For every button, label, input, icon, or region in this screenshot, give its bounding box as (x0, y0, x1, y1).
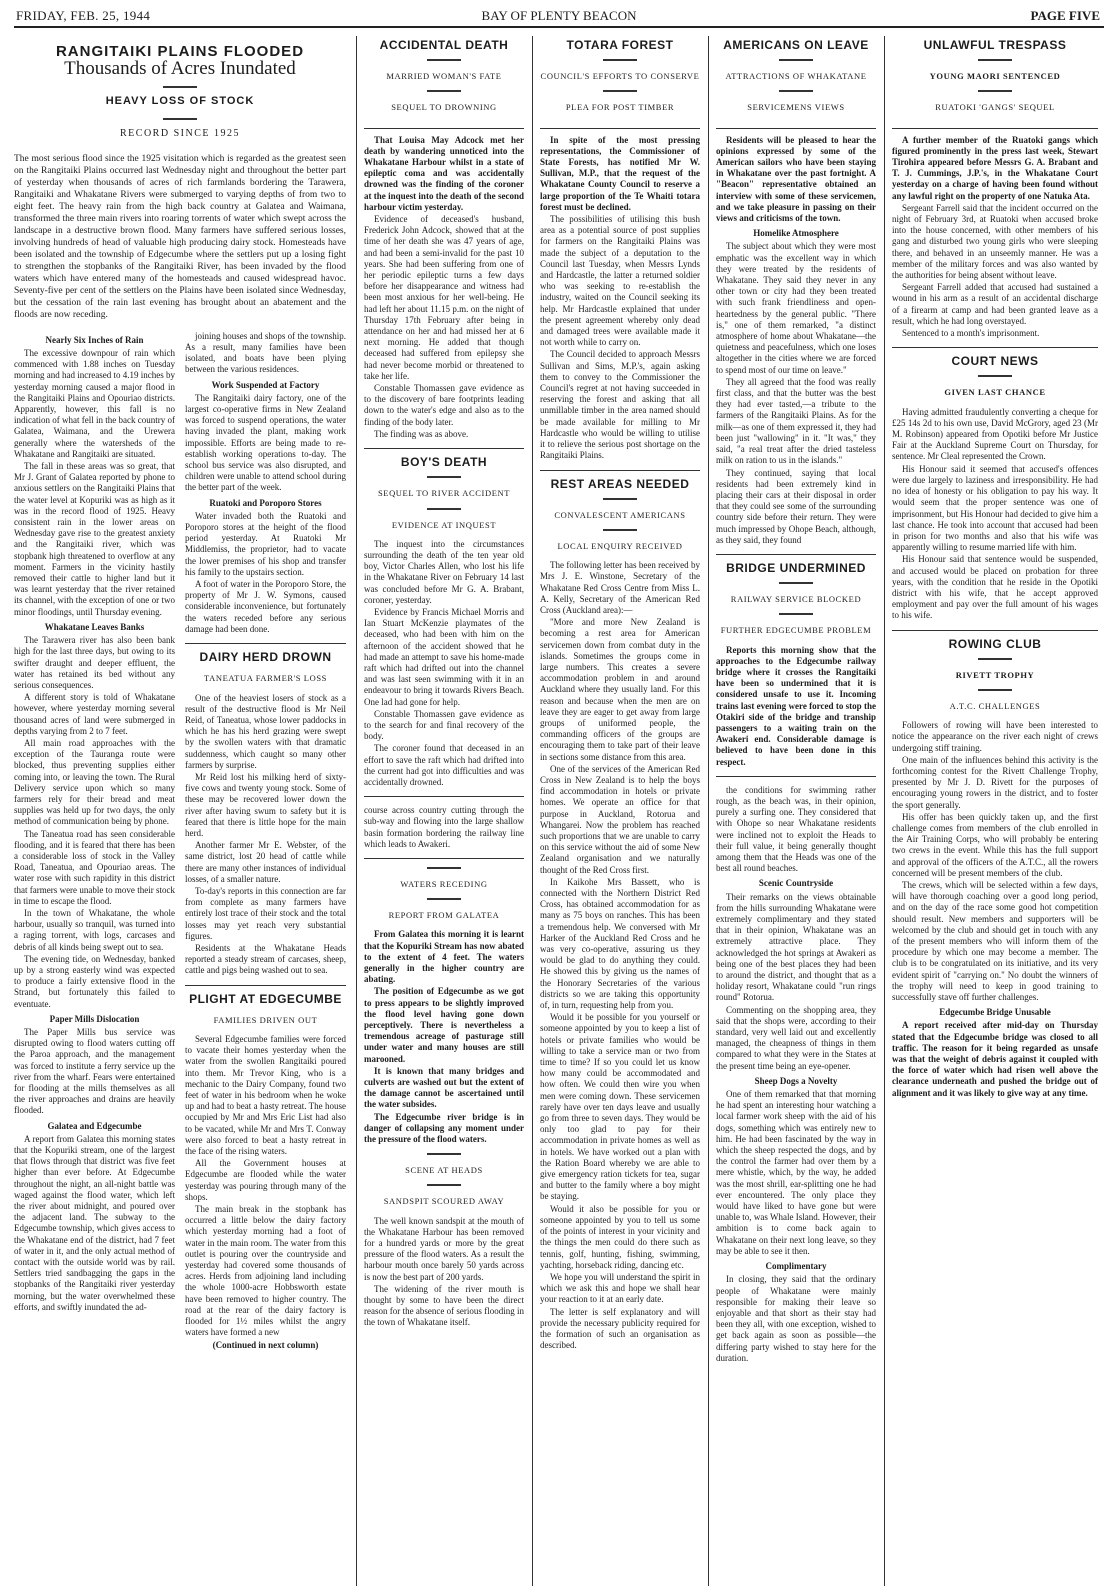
bridge-sub2: FURTHER EDGECUMBE PROBLEM (720, 625, 872, 636)
divider (779, 582, 813, 584)
paragraph: His Honour said that sentence would be suspended, and accused would be placed on probation for three years, with the condition that he reside in the Opotiki district with his wife, that he accept approved employment and pay over the full amount of his wages to his wife. (892, 554, 1098, 621)
edgecumbe-bridge-subhead: Edgecumbe Bridge Unusable (939, 1007, 1051, 1018)
totara-body (540, 214, 700, 461)
paragraph: The Taneatua road has seen considerable flooding, and it is feared that there has been a considerable loss of stock in the Valley Road, Taneatua, and Opouriao areas. The water rose with such rapidity in this district that farmers were unable to move their stock in time to escape the flood. (14, 828, 175, 906)
section-rule (185, 643, 346, 644)
section-rule (364, 858, 524, 859)
flood-left-column (14, 331, 175, 1352)
paragraph: Evidence by Francis Michael Morris and Ian Stuart McKenzie playmates of the deceased, who had been with him on the afternoon of the accident showed that he had made an attempt to save his home-made raft which had drifted out into the channel and was last seen swimming with it in an endeavour to bring it towards Rivers Beach. One lad had gone for help. (364, 606, 524, 707)
bridge-lead: Reports this morning show that the approaches to the Edgecumbe railway bridge where it crosses the Rangitaiki have been so undermined that it is considered unsafe to use it. Incoming trains last evening were forced to stop the Otakiri side of the bridge and tranship passengers to a waiting train on the Awakeri end. Considerable damage is believed to have been done in this respect. (716, 644, 876, 767)
rest-areas-sub1: CONVALESCENT AMERICANS (554, 509, 686, 520)
deck: FAMILIES DRIVEN OUT (213, 1014, 318, 1025)
paragraph: Would it be possible for you yourself or someone appointed by you to keep a list of hotels or private families who would be willing to take a service man or two from time to time? If so you could let us know how many could be accommodated and how often. We could then wire you when men were coming down. These servicemen rarely have over ten days leave and usually go from three to seven days. They would be only too glad to pay for their accommodation in private homes as well as in hotels. We have worked out a plan with the Ration Board whereby we are able to give emergency ration tickets for tea, sugar and butter to the family where a boy might be staying. (540, 1012, 700, 1202)
paragraph: The Edgecumbe river bridge is in danger of collapsing any moment under the pressure of the flood waters. (364, 1111, 524, 1145)
trespass-sub1: YOUNG MAORI SENTENCED (929, 71, 1061, 82)
headline: PLIGHT AT EDGECUMBE (189, 991, 342, 1006)
paragraph: the conditions for swimming rather rough, as the beach was, in their opinion, purely a surfing one. They considered that with Ohope so near Whakatane residents were inclined not to exploit the Heads to their full value, it being generally thought among them that the Heads was one of the best all round beaches. (716, 784, 876, 874)
trespass-sub2: RUATOKI 'GANGS' SEQUEL (935, 102, 1055, 113)
accidental-death-headline: ACCIDENTAL DEATH (379, 38, 509, 52)
paragraph: The inquest into the circumstances surrounding the death of the ten year old boy, Victor Charles Allen, who lost his life in the Whakatane River on February 14 last was concluded before Mr G. A. Brabant, coroner, yesterday. (364, 538, 524, 605)
headline: DAIRY HERD DROWN (199, 650, 332, 665)
column-6 (892, 36, 1098, 1586)
column-5 (716, 36, 876, 1586)
section-rule (540, 470, 700, 471)
trespass-head (892, 40, 1098, 129)
accidental-death-sub2: SEQUEL TO DROWNING (391, 102, 497, 113)
scene-heads-sub: SANDSPIT SCOURED AWAY (383, 1196, 505, 1207)
boys-death-headline: BOY'S DEATH (400, 455, 488, 470)
paragraph: The well known sandspit at the mouth of the Whakatane Harbour has been removed for a hundred yards or more by the great pressure of the flood waters. As a result the harbour mouth once barely 50 yards across is now the best part of 200 yards. (364, 1215, 524, 1282)
divider (427, 1153, 461, 1155)
divider (163, 86, 197, 88)
paragraph: The Council decided to approach Messrs Sullivan and Sims, M.P.'s, again asking them to convey to the Commissioner the Council's regret at not having succeeded in reserving the forest and asking that all unmillable timber in the area named should be made available for milling to Mr Hardcastle who would be willing to utilise it to relieve the serious post shortage on the Rangitaiki Plains. (540, 349, 700, 461)
paragraph: The Paper Mills bus service was disrupted owing to flood waters cutting off the Paroa approach, and the management was forced to institute a ferry service up the river from the wharf. Fears were entertained for flooding at the mills themselves as all the river approaches and drains are heavily flooded. (14, 1027, 175, 1116)
paragraph: Sergeant Farrell added that accused had sustained a wound in his arm as a result of an accidental discharge of a firearm at camp and had been granted leave as a result, which he had long overstayed. (892, 282, 1098, 326)
divider (427, 898, 461, 900)
paragraph: Having admitted fraudulently converting a cheque for £25 14s 2d to his own use, David McGrory, aged 23 (Mr M. Robinson) appeared from Opotiki before Mr Justice Fair at the Auckland Supreme Court on Thursday, for sentence. Mr Cleal represented the Crown. (892, 406, 1098, 462)
column-rule (532, 36, 533, 1586)
edgecumbe-bridge-paragraph: A report received after mid-day on Thursday stated that the Edgecumbe bridge was closed to all traffic. The reason for it being regarded as unsafe was that the weight of debris against it coupled with the force of water which had risen well above the clearance underneath and pushed the bridge out of alignment and it was likely to give way at any time. (892, 1020, 1098, 1098)
divider (978, 90, 1012, 92)
section-rule (185, 985, 346, 986)
paragraph: The crews, which will be selected within a few days, will have thorough coaching over a good long period, and on the day of the race some good hot competition should result. New members and supporters will be welcomed by the club and should get in touch with any of the present members who will inform them of the procedure by which one may become a member. The club is to be congratulated on its initiative, and its very evident spirit of "carrying on." No doubt the winners of the trophy will need to keep in good training to successfully stave off further challenges. (892, 879, 1098, 1003)
divider (603, 59, 637, 61)
rest-areas-sub2: LOCAL ENQUIRY RECEIVED (557, 540, 683, 551)
paragraph: Constable Thomassen gave evidence as to the search for and final recovery of the body. (364, 708, 524, 742)
americans-sub2: SERVICEMENS VIEWS (747, 102, 845, 113)
flood-right-column (185, 331, 346, 1352)
americans-lead: Residents will be pleased to hear the opinions expressed by some of the American sailors who have been staying in Whakatane over the past fortnight. A "Beacon" representative obtained an interview with some of these servicemen, and we take pleasure in passing on their views and criticisms of the town. (716, 134, 876, 224)
flood-subhead: Thousands of Acres Inundated (64, 58, 296, 80)
totara-head (540, 40, 700, 129)
subheading: Whakatane Leaves Banks (44, 621, 145, 632)
totara-lead: In spite of the most pressing representations, the Commissioner of State Forests, has notified Mr W. Sullivan, M.P., that the request of the Whakatane County Council to reserve a large proportion of the Te Whaiti totara forest must be declined. (540, 134, 700, 212)
subheading: Galatea and Edgecumbe (47, 1120, 142, 1131)
newspaper-name: BAY OF PLENTY BEACON (481, 8, 637, 23)
totara-headline: TOTARA FOREST (566, 38, 674, 52)
paragraph: In the town of Whakatane, the whole harbour, usually so tranquil, was turned into a raging torrent, with logs, carcases and debris of all kinds being swept out to sea. (14, 907, 175, 952)
court-news-headline: COURT NEWS (951, 354, 1039, 369)
paragraph: The possibilities of utilising this bush area as a potential source of post supplies for farmers on the Rangitaiki Plains was made the subject of a deputation to the Council last Tuesday, when Messrs Lynds and Hardcastle, the latter a returned soldier who was seeking to re-establish the industry, waited on the Council seeking its help. Mr Hardcastle explained that under the present agreement whereby only dead and damaged trees were available made it not worth while to carry on. (540, 214, 700, 348)
section-rule (716, 554, 876, 555)
divider (427, 476, 461, 478)
paragraph: We hope you will understand the spirit in which we ask this and hope we shall hear your reaction to it at an early date. (540, 1271, 700, 1305)
accidental-death-lead: That Louisa May Adcock met her death by wandering unnoticed into the Whakatane Harbour whilst in a state of epileptic coma and was accidentally drowned was the finding of the coroner at the inquest into the death of the second harbour victim yesterday. (364, 134, 524, 212)
column-rule (356, 36, 357, 1586)
section-rule (364, 796, 524, 797)
paragraph: The Tarawera river has also been bank high for the last three days, but owing to its swifter draught and deeper effluent, the water has retained its bed without any serious consequences. (14, 635, 175, 690)
continuation-note: (Continued in next column) (212, 1340, 319, 1351)
rowing-body (892, 720, 1098, 1003)
rowing-sub2: A.T.C. CHALLENGES (949, 700, 1041, 711)
paragraph: Evidence of deceased's husband, Frederick John Adcock, showed that at the time of her death she was 47 years of age, and had been a semi-invalid for the past 10 years. She had been suffering from one of her periodic epileptic turns a few days before her disappearance and witness had been most anxious for her well-being. He had left her about 11.15 p.m. on the night of Thursday 17th February after being in attendance on her and had missed her at 6 next morning. He added that though deceased had suffered from epilepsy she had never become morbid or threatened to take her life. (364, 214, 524, 381)
issue-date: FRIDAY, FEB. 25, 1944 (16, 8, 151, 23)
page-number: PAGE FIVE (1030, 8, 1100, 23)
divider (978, 689, 1012, 691)
divider (978, 59, 1012, 61)
subheading: Ruatoki and Poroporo Stores (209, 497, 322, 508)
americans-continued (716, 785, 876, 1364)
court-news-sub: GIVEN LAST CHANCE (944, 387, 1046, 398)
paragraph: Constable Thomassen gave evidence as to the discovery of bare footprints leading down to the water's edge and also as to the finding of the body later. (364, 383, 524, 427)
paragraph: One main of the influences behind this activity is the forthcoming contest for the Rivett Challenge Trophy, presented by Mr J. D. Rivett for the purposes of encouraging young rowers in the district, and to foster the sport generally. (892, 754, 1098, 810)
waters-receding-body (364, 929, 524, 1145)
accidental-death-head (364, 40, 524, 129)
scene-heads-headline: SCENE AT HEADS (405, 1165, 483, 1176)
boys-death-sub2: EVIDENCE AT INQUEST (391, 519, 497, 530)
paragraph: One of the services of the American Red Cross in New Zealand is to help the boys find accommodation in hotels or private homes. We operate an office for that purpose in Auckland, Rotorua and Whangarei. Now the problem has reached such proportions that we are unable to carry on this service without the aid of some New Zealand organisation and we naturally thought of the Red Cross first. (540, 763, 700, 875)
paragraph: The letter is self explanatory and will provide the necessary publicity required for the formation of such an organisation as described. (540, 1306, 700, 1351)
totara-sub1: COUNCIL'S EFFORTS TO CONSERVE (540, 71, 700, 82)
subheading: Homelike Atmosphere (753, 228, 839, 239)
divider (427, 59, 461, 61)
trespass-headline: UNLAWFUL TRESPASS (923, 38, 1067, 52)
paragraph: Would it also be possible for you or someone appointed by you to tell us some of the points of interest in your vicinity and the things the men could do there such as tennis, golf, hunting, fishing, swimming, yachting, horseback riding, dancing etc. (540, 1203, 700, 1270)
paragraph: The position of Edgecumbe as we got to press appears to be slightly improved the flood level having gone down perceptively. There is nevertheless a tremendous acreage of pasturage still under water and many houses are still marooned. (364, 986, 524, 1064)
paragraph: The excessive downpour of rain which commenced with 1.88 inches on Tuesday morning and had increased to 4.19 inches by yesterday morning caused a major flood in the Rangitaiki Plains and Opouriao districts. Apparently, however, this fall is no indication of what fell in the back country of Galatea, Waimana, and the Urewera generally where the watersheds of the Whakatane and Rangitaiki are situated. (14, 348, 175, 459)
subheading: Scenic Countryside (758, 878, 834, 889)
paragraph: Another farmer Mr E. Webster, of the same district, lost 20 head of cattle while there are many other instances of individual losses, of a smaller nature. (185, 840, 346, 884)
americans-headline: AMERICANS ON LEAVE (723, 38, 869, 52)
paragraph: One of them remarked that that morning he had spent an interesting hour watching a local farmer work sheep with the aid of his dogs, something which was entirely new to him. He had been fascinated by the way in which the sheep respected the dogs, and by the control the farmer had over them by a mere whistle, which, by the way, he added was the most shrill, ear-splitting one he had ever encountered. The only place they would have liked to have gone but were unable to, was Whale Island. However, their ambition is to come back again to Whakatane on their next long leave, so they may be able to see it then. (716, 1089, 876, 1256)
paragraph: The coroner found that deceased in an effort to save the raft which had drifted into the current had got into difficulties and was accidentally drowned. (364, 743, 524, 787)
flood-third-deck: HEAVY LOSS OF STOCK (105, 95, 255, 108)
column-3 (364, 36, 524, 1586)
paragraph: The main break in the stopbank has occurred a little below the dairy factory which yesterday morning had a foot of water in the main room. The water from this outlet is pouring over the countryside and yesterday had covered some thousands of acres. Herds from adjoining land including the whole 1000-acre Hobbsworth estate have been removed to higher country. The road at the rear of the dairy factory is flooded for 1½ miles whilst the angry waters have formed a new (185, 1204, 346, 1338)
paragraph: Residents at the Whakatane Heads reported a steady stream of carcases, sheep, cattle and pigs being washed out to sea. (185, 942, 346, 976)
trespass-lead: A further member of the Ruatoki gangs which figured prominently in the press last week, Stewart Tirohira appeared before Messrs G. A. Brabant and T. J. Cummings, J.P.'s, in the Whakatane Court yesterday on a charge of having been found without any lawful right on the property of one Natuka Ata. (892, 134, 1098, 201)
paragraph: Followers of rowing will have been interested to notice the appearance on the river each night of crews undergoing stiff training. (892, 720, 1098, 753)
rest-areas-headline: REST AREAS NEEDED (550, 476, 690, 491)
bridge-sub1: RAILWAY SERVICE BLOCKED (730, 594, 862, 605)
paragraph: Mr Reid lost his milking herd of sixty-five cows and twenty young stock. Some of these may be recovered lower down the river after having swum to safety but it is feared that there is little hope for the main herd. (185, 771, 346, 838)
subheading: Nearly Six Inches of Rain (45, 334, 144, 345)
divider (603, 90, 637, 92)
flood-columns (14, 331, 346, 1352)
divider (427, 90, 461, 92)
deck: TANEATUA FARMER'S LOSS (204, 673, 327, 684)
americans-sub1: ATTRACTIONS OF WHAKATANE (725, 71, 867, 82)
column-rule (884, 36, 885, 1586)
scene-heads-body (364, 1216, 524, 1329)
paragraph: A different story is told of Whakatane however, where yesterday morning several thousand acres of land were submerged in depths varying from 2 to 7 feet. (14, 692, 175, 736)
paragraph: It is known that many bridges and culverts are washed out but the extent of the damage cannot be ascertained until the water subsides. (364, 1065, 524, 1110)
divider (427, 1184, 461, 1186)
flood-headline: RANGITAIKI PLAINS FLOODED (55, 43, 305, 60)
rowing-headline: ROWING CLUB (948, 636, 1042, 651)
paragraph: From Galatea this morning it is learnt that the Kopuriki Stream has now abated to the extent of 4 feet. The waters generally in the higher country are abating. (364, 929, 524, 985)
subheading: Sheep Dogs a Novelty (754, 1075, 838, 1086)
divider (779, 90, 813, 92)
paragraph: They continued, saying that local residents had been extremely kind in placing their cars at their disposal in order that they could see some of the surrounding country side before their return. They were much impressed by Ohope Beach, although, as they said, they found (716, 467, 876, 545)
accidental-death-sub1: MARRIED WOMAN'S FATE (386, 71, 502, 82)
subheading: Paper Mills Dislocation (49, 1013, 140, 1024)
paragraph: The finding was as above. (374, 428, 469, 439)
paragraph: Water invaded both the Ruatoki and Poroporo stores at the height of the flood period yesterday. At Ruatoki Mr Middlemiss, the proprietor, had to vacate the lower premises of his shop and transfer his family to the upstairs section. (185, 510, 346, 577)
court-news-body (892, 407, 1098, 622)
column-rule (708, 36, 709, 1586)
paragraph: All the Government houses at Edgecumbe are flooded while the water yesterday was pouring through many of the shops. (185, 1158, 346, 1202)
paragraph: They all agreed that the food was really first class, and that the butter was the best they had ever tasted,—a tribute to the farmers of the Rangitaiki Plains. As for the milk—as one of them expressed it, they had been just "wallowing" in it. "It was," they said, "a real treat after the dried tasteless milk on ration to us in the islands." (716, 376, 876, 466)
flood-intro: The most serious flood since the 1925 visitation which is regarded as the greatest seen on the Rangitaiki Plains occurred last Wednesday night and throughout the better part of yesterday when thousands of acres of rich farmlands bordering the Tarawera, Rangitaiki and Whakatane Rivers were submerged to varying depths of from two to eight feet. The heavy rain from the high back country at Galatea and Waimana, transformed the three main rivers into roaring torrents of water which swept across the landscape in a destructive brown flood. Many farmers have suffered serious losses, involving hundreds of head of valuable high producing dairy stock. Homesteads have been isolated and the township of Edgecumbe where the settlers put up a losing fight to strengthen the stopbanks of the Rangitaiki River, has been invaded by the flood waters which have entered many of the homesteads and caused widespread havoc. Seventy-five per cent of the settlers on the Plains have been isolated since Wednesday, but the cessation of the rain last evening has brought about an abatement and the floods are now receding. (14, 153, 346, 320)
paragraph: A foot of water in the Poroporo Store, the property of Mr J. W. Symons, caused considerable inconvenience, but fortunately the waters receded before any serious damage had been done. (185, 579, 346, 634)
masthead (14, 6, 1104, 28)
bridge-headline: BRIDGE UNDERMINED (726, 560, 866, 575)
waters-receding-headline: WATERS RECEDING (400, 878, 488, 889)
paragraph: The widening of the river mouth is thought by some to have been the direct reason for the absence of serious flooding in the town of Whakatane itself. (364, 1283, 524, 1328)
paragraph: A report from Galatea this morning states that the Kopuriki stream, one of the largest that flows through that district was five feet higher than ever before. At Edgecumbe throughout the night, an all-night battle was waged against the flood water, which left the river about midnight, and poured over the adjacent land. The subway to the Edgecumbe township, which gives access to the Whakatane end of the district, had 7 feet of water in it, and the only actual method of contact with the outside world was by rail. Settlers tried sandbagging the gaps in the stopbanks of the Rangitaiki river yesterday morning, but the water overwhelmed these efforts, and swiftly inundated the ad- (14, 1133, 175, 1312)
paragraph: "More and more New Zealand is becoming a rest area for American servicemen down from combat duty in the islands. Sometimes the groups come in large numbers. This creates a severe accommodation problem in and around Auckland where they usually land. For this reason and because when the men are on leave they are eager to get away from large groups of uniformed people, the commanding officers of the groups are encouraging them to take part of their leave in sections some distance from this area. (540, 617, 700, 762)
paragraph: The fall in these areas was so great, that Mr J. Grant of Galatea reported by phone to anxious settlers on the Rangitaiki Plains that the water level at Kopuriki was as high as it was in the record flood of 1925. Heavy consistent rain in the lower areas on Wednesday gave rise to the greatest anxiety and the Rangitaiki river, which was stopbank high threatened to overflow at any moment. Farmers in the vicinity hastily removed their cattle to higher land but it was learnt yesterday that the river retained its channel, with the exception of one or two minor floodings, until Thursday evening. (14, 461, 175, 617)
boys-death-sub1: SEQUEL TO RIVER ACCIDENT (377, 488, 511, 499)
paragraph: Sergeant Farrell said that the incident occurred on the night of February 3rd, at Ruatoki when accused broke into the house concerned, with other members of his gang and disturbed two young girls who were sleeping there, and behaved in an unseemly manner. He was a member of the military forces and was also wanted by the authorities for being absent without leave. (892, 202, 1098, 281)
paragraph: One of the heaviest losers of stock as a result of the destructive flood is Mr Neil Reid, of Taneatua, whose lower paddocks in which he has his herd grazing were swept by the swollen waters with that dramatic suddenness, which caught so many other farmers by surprise. (185, 692, 346, 770)
paragraph: Their remarks on the views obtainable from the hills surrounding Whakatane were extremely complimentary and they stated that in their opinion, Whakatane was an extremely attractive place. They acknowledged the hot springs at Awakeri as being one of the best places they had been to around the district, and thought that as a holiday resort, Whakatane could "run rings round" Rotorua. (716, 891, 876, 1003)
section-rule (892, 347, 1098, 348)
accidental-death-body (364, 214, 524, 440)
americans-body (716, 228, 876, 546)
boys-death-body (364, 539, 524, 788)
paragraph: The evening tide, on Wednesday, banked up by a strong easterly wind was expected to produce a fairly extensive flood in the Strand, but fortunately this failed to eventuate. (14, 953, 175, 1009)
paragraph: His Honour said it seemed that accused's offences were due largely to laziness and irresponsibility. He had no idea of honesty or his obligation to pay his way. It would seem that the proper sentence was one of imprisonment, but His Honour had decided to give him a last chance. He took into account that accused had been in prison for two months and also that his wife was apparently willing to resume married life with him. (892, 463, 1098, 553)
divider (779, 613, 813, 615)
section-rule (892, 630, 1098, 631)
rest-areas-body (540, 560, 700, 1351)
divider (603, 498, 637, 500)
waters-receding-sub: REPORT FROM GALATEA (388, 910, 500, 921)
paragraph: Several Edgecumbe families were forced to vacate their homes yesterday when the water from the swollen Rangitaiki poured into them. Mr Trevor King, who is a mechanic to the Dairy Company, found two feet of water in his bedroom when he woke up and had to beat a hasty retreat. The house occupied by Mr and Mrs Eric List had also to be vacated, while Mr and Mrs T. Conway were also forced to beat a hasty retreat in the face of the rising waters. (185, 1033, 346, 1157)
paragraph: The Rangitaiki dairy factory, one of the largest co-operative firms in New Zealand was forced to suspend operations, the water having invaded the plant, making work impossible. Efforts are being made to re-establish working operations to-day. The school bus service was also disrupted, and children were unable to attend school during the better part of the week. (185, 392, 346, 493)
paragraph: Commenting on the shopping area, they said that the shops were, according to their standard, very well laid out and excellently managed, the cheapness of things in them compared to what they were in the States at the present time being an eye-opener. (716, 1004, 876, 1071)
divider (163, 118, 197, 120)
divider (427, 867, 461, 869)
paragraph: joining houses and shops of the township. As a result, many families have been isolated, and boats have been plying between the various residences. (185, 330, 346, 375)
column-4 (540, 36, 700, 1586)
paragraph: In Kaikohe Mrs Bassett, who is connected with the Northern District Red Cross, has obtained accommodation for as many as 75 boys on ranches. This has been a tremendous help. We conversed with Mr Harker of the Auckland Red Cross and he was very co-operative, assuring us they would be glad to do anything they could. He showed this by giving us the names of the Honorary Secretaries of the various districts so we are taking this opportunity of, in turn, requesting help from you. (540, 876, 700, 1011)
flood-fourth-deck: RECORD SINCE 1925 (120, 127, 240, 139)
divider (978, 658, 1012, 660)
paragraph: All main road approaches with the exception of the Tauranga route were blocked, thus preventing supplies either coming into, or leaving the town. The Rural Delivery service upon which so many farmers rely for their bread and meat supplies was held up for two days, the only method of communication being by phone. (14, 737, 175, 827)
americans-head (716, 40, 876, 129)
paragraph: The following letter has been received by Mrs J. E. Winstone, Secretary of the Whakatane Red Cross Centre from Miss L. A. Kelly, Secretary of the American Red Cross (Auckland area):— (540, 560, 700, 615)
totara-sub2: PLEA FOR POST TIMBER (565, 102, 675, 113)
paragraph: To-day's reports in this connection are far from complete as many farmers have entirely lost trace of their stock and the total losses may yet reach very substantial figures. (185, 885, 346, 941)
divider (427, 508, 461, 510)
paragraph: The subject about which they were most emphatic was the excellent way in which they were treated by the residents of Whakatane. They said they never in any other town or city had they been treated with such frank friendliness and open-heartedness by the general public. "There is," one of them remarked, "a distinct atmosphere of home about Whakatane—the quietness and peacefulness, which one loses altogether in the cities where we are forced to spend most of our time on leave." (716, 241, 876, 375)
divider (779, 59, 813, 61)
paragraph: His offer has been quickly taken up, and the first challenge comes from members of the club enrolled in the Air Training Corps, who will probably be entering two crews in the event. While this has the full support and approval of the officers of the A.T.C., all the rowers concerned will be present members of the club. (892, 811, 1098, 878)
section-rule (716, 776, 876, 777)
flood-continuation: course across country cutting through the sub-way and flowing into the large shallow basin formation bordering the railway line which leads to Awakeri. (364, 805, 524, 849)
trespass-body (892, 203, 1098, 339)
section-rule (364, 448, 524, 449)
paragraph: In closing, they said that the ordinary people of Whakatane were mainly responsible for making their leave so enjoyable and that short as their stay had been they all, with one exception, wished to get back again as soon as possible—the differing party wished to stay here for the duration. (716, 1274, 876, 1363)
rowing-sub1: RIVETT TROPHY (955, 669, 1035, 680)
flood-story (14, 36, 346, 1586)
subheading: Work Suspended at Factory (211, 379, 320, 390)
subheading: Complimentary (765, 1261, 827, 1272)
divider (978, 375, 1012, 377)
divider (603, 529, 637, 531)
paragraph: Sentenced to a month's imprisonment. (902, 328, 1040, 339)
